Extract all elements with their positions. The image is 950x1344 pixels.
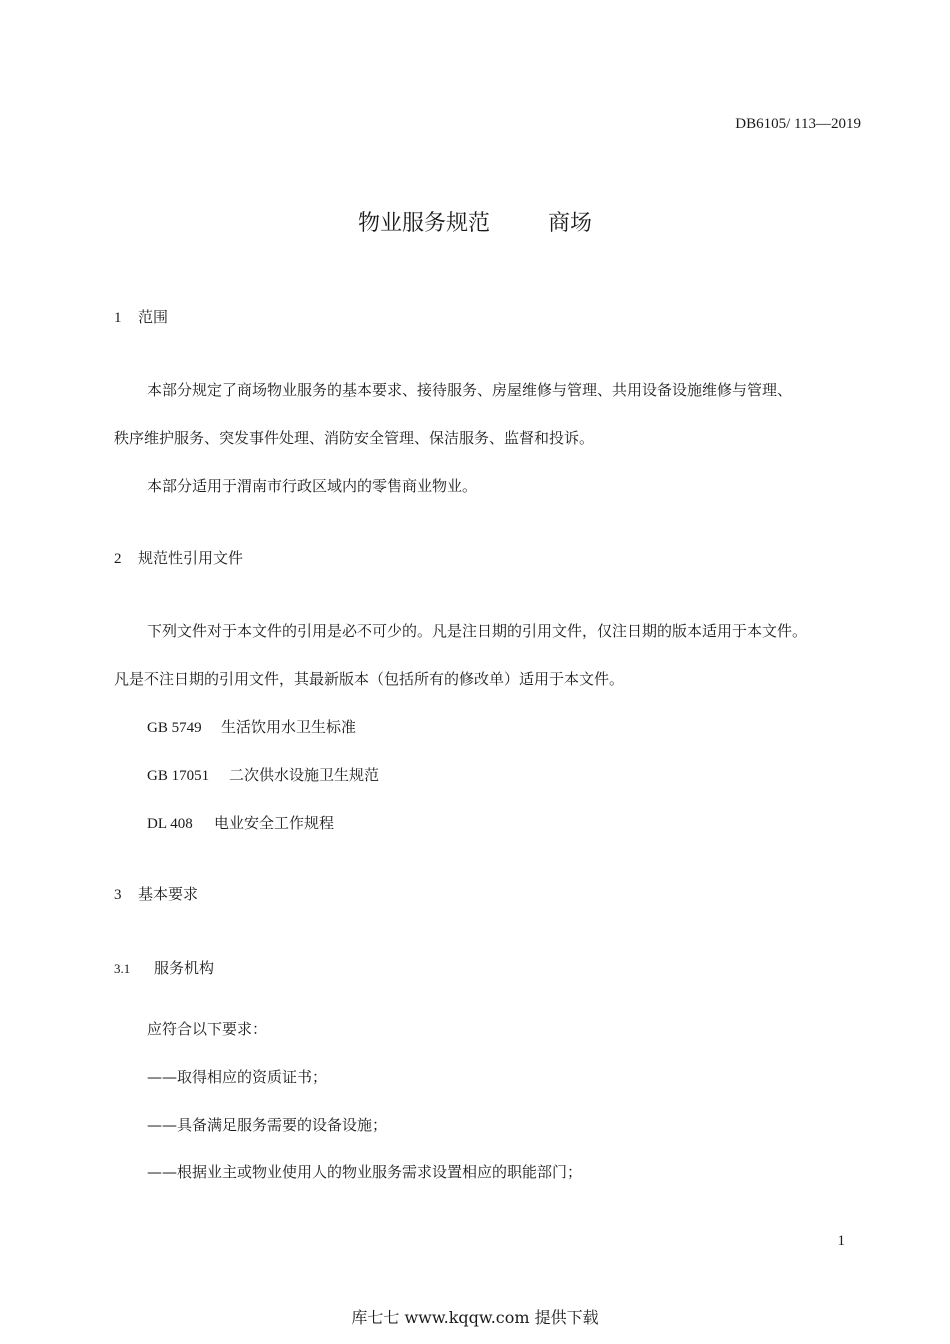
section-title: 规范性引用文件 bbox=[138, 549, 244, 567]
service-org-item: ——取得相应的资质证书； bbox=[147, 1068, 328, 1086]
section-title: 基本要求 bbox=[138, 885, 199, 903]
scope-paragraph-1-line-1: 本部分规定了商场物业服务的基本要求、接待服务、房屋维修与管理、共用设备设施维修与管理、 bbox=[147, 381, 793, 399]
reference-code: GB 17051 bbox=[147, 768, 210, 784]
title-sub: 商场 bbox=[548, 211, 593, 236]
document-title bbox=[0, 206, 950, 237]
section-3-heading bbox=[114, 883, 198, 904]
page-number: 1 bbox=[837, 1233, 845, 1249]
section-number: 3.1 bbox=[114, 961, 131, 976]
reference-name: 二次供水设施卫生规范 bbox=[229, 766, 380, 784]
footer-watermark-text: 库七七 www.kqqw.com 提供下载 bbox=[351, 1308, 599, 1327]
reference-code: GB 5749 bbox=[147, 720, 202, 736]
scope-paragraph-1-line-2: 秩序维护服务、突发事件处理、消防安全管理、保洁服务、监督和投诉。 bbox=[114, 429, 595, 447]
service-org-item: ——根据业主或物业使用人的物业服务需求设置相应的职能部门； bbox=[147, 1163, 583, 1181]
service-org-item: ——具备满足服务需要的设备设施； bbox=[147, 1116, 388, 1134]
reference-name: 生活饮用水卫生标准 bbox=[221, 718, 357, 736]
references-intro-line-2: 凡是不注日期的引用文件，其最新版本（包括所有的修改单）适用于本文件。 bbox=[114, 670, 625, 688]
reference-code: DL 408 bbox=[147, 816, 193, 832]
references-intro-line-1: 下列文件对于本文件的引用是必不可少的。凡是注日期的引用文件，仅注日期的版本适用于本文件。 bbox=[147, 622, 808, 640]
section-title: 服务机构 bbox=[154, 959, 215, 977]
reference-item bbox=[147, 812, 334, 833]
section-1-heading bbox=[114, 306, 168, 327]
title-main: 物业服务规范 bbox=[357, 211, 490, 236]
section-number: 2 bbox=[114, 551, 122, 567]
section-title: 范围 bbox=[138, 308, 169, 326]
section-number: 3 bbox=[114, 887, 122, 903]
reference-name: 电业安全工作规程 bbox=[214, 814, 335, 832]
service-org-intro: 应符合以下要求： bbox=[147, 1020, 268, 1038]
standard-code: DB6105/ 113—2019 bbox=[735, 116, 861, 132]
section-2-heading bbox=[114, 547, 243, 568]
reference-item bbox=[147, 764, 379, 785]
section-number: 1 bbox=[114, 310, 122, 326]
section-3-1-heading bbox=[114, 957, 214, 978]
scope-paragraph-2: 本部分适用于渭南市行政区域内的零售商业物业。 bbox=[147, 477, 478, 495]
reference-item bbox=[147, 716, 356, 737]
